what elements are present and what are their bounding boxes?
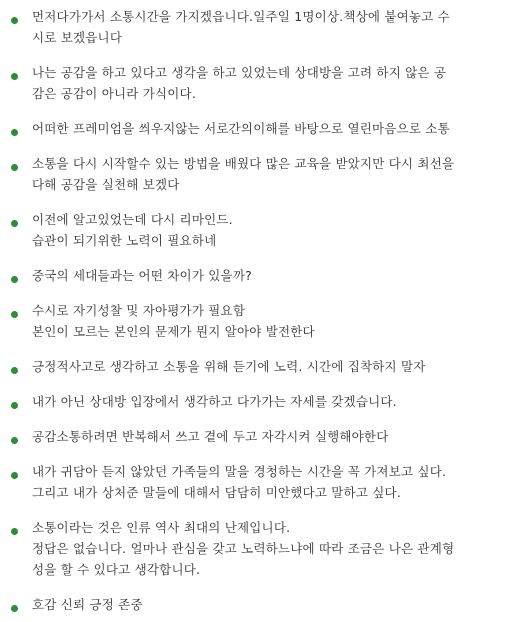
list-item bbox=[0, 461, 510, 503]
list-item bbox=[0, 6, 510, 48]
bullet-icon bbox=[11, 437, 18, 444]
comment-text: 나는 공감을 하고 있다고 생각을 하고 있었는데 상대방을 고려 하지 않은 공 bbox=[32, 65, 447, 80]
comment-text: 내가 아닌 상대방 입장에서 생각하고 다가가는 자세를 갖겠습니다. bbox=[32, 394, 397, 409]
bullet-icon bbox=[11, 73, 18, 80]
comment-text: 그리고 내가 상처준 말들에 대해서 담담히 미안했다고 말하고 싶다. bbox=[32, 485, 401, 500]
comment-text: 수시로 자기성찰 및 자아평가가 필요함 bbox=[32, 303, 246, 318]
comment-text: 어떠한 프레미엄을 씌우지않는 서로간의이해를 바탕으로 열린마음으로 소통 bbox=[32, 121, 450, 136]
comment-text: 소통이라는 것은 인류 역사 최대의 난제입니다. bbox=[32, 520, 291, 535]
comment-text: 내가 귀담아 듣지 않았던 가족들의 말을 경청하는 시간을 꼭 가져보고 싶다. bbox=[32, 464, 447, 479]
list-item bbox=[0, 265, 510, 286]
bullet-icon bbox=[11, 220, 18, 227]
comment-text: 본인이 모르는 본인의 문제가 뭔지 알아야 발전한다 bbox=[32, 324, 315, 339]
comment-text: 소통을 다시 시작할수 있는 방법을 배웠다 많은 교육을 받았지만 다시 최선을 bbox=[32, 156, 455, 171]
comment-text: 이전에 알고있었는데 다시 리마인드. bbox=[32, 212, 233, 227]
list-item bbox=[0, 356, 510, 377]
comment-text: 먼저다가가서 소통시간을 가지겠읍니다.일주일 1명이상.책상에 붙여놓고 수 bbox=[32, 9, 450, 24]
bullet-icon bbox=[11, 605, 18, 612]
bullet-icon bbox=[11, 276, 18, 283]
comment-text: 시로 보겠읍니다 bbox=[32, 30, 123, 45]
bullet-icon bbox=[11, 528, 18, 535]
bullet-icon bbox=[11, 367, 18, 374]
comment-text: 중국의 세대들과는 어떤 차이가 있을까? bbox=[32, 268, 252, 283]
comment-text: 감은 공감이 아니라 가식이다. bbox=[32, 86, 196, 101]
list-item bbox=[0, 594, 510, 615]
list-item bbox=[0, 300, 510, 342]
comment-text: 호감 신뢰 긍정 존중 bbox=[32, 597, 143, 612]
bullet-icon bbox=[11, 402, 18, 409]
comment-text: 성을 할 수 있다고 생각합니다. bbox=[32, 562, 201, 577]
comment-text: 습관이 되기위한 노력이 필요하네 bbox=[32, 233, 217, 248]
bullet-icon bbox=[11, 472, 18, 479]
list-item bbox=[0, 62, 510, 104]
bullet-icon bbox=[11, 164, 18, 171]
list-item bbox=[0, 426, 510, 447]
bullet-icon bbox=[11, 311, 18, 318]
list-item bbox=[0, 391, 510, 412]
list-item bbox=[0, 118, 510, 139]
bullet-icon bbox=[11, 17, 18, 24]
list-item bbox=[0, 209, 510, 251]
list-item bbox=[0, 517, 510, 580]
bullet-icon bbox=[11, 129, 18, 136]
comment-text: 다해 공감을 실천해 보겠다 bbox=[32, 177, 180, 192]
comment-text: 정답은 없습니다. 얼마나 관심을 갖고 노력하느냐에 따라 조금은 나은 관계형 bbox=[32, 541, 455, 556]
comment-text: 공감소통하려면 반복해서 쓰고 곁에 두고 자각시켜 실행해야한다 bbox=[32, 429, 389, 444]
comment-text: 긍정적사고로 생각하고 소통을 위해 듣기에 노력. 시간에 집착하지 말자 bbox=[32, 359, 426, 374]
list-item bbox=[0, 153, 510, 195]
